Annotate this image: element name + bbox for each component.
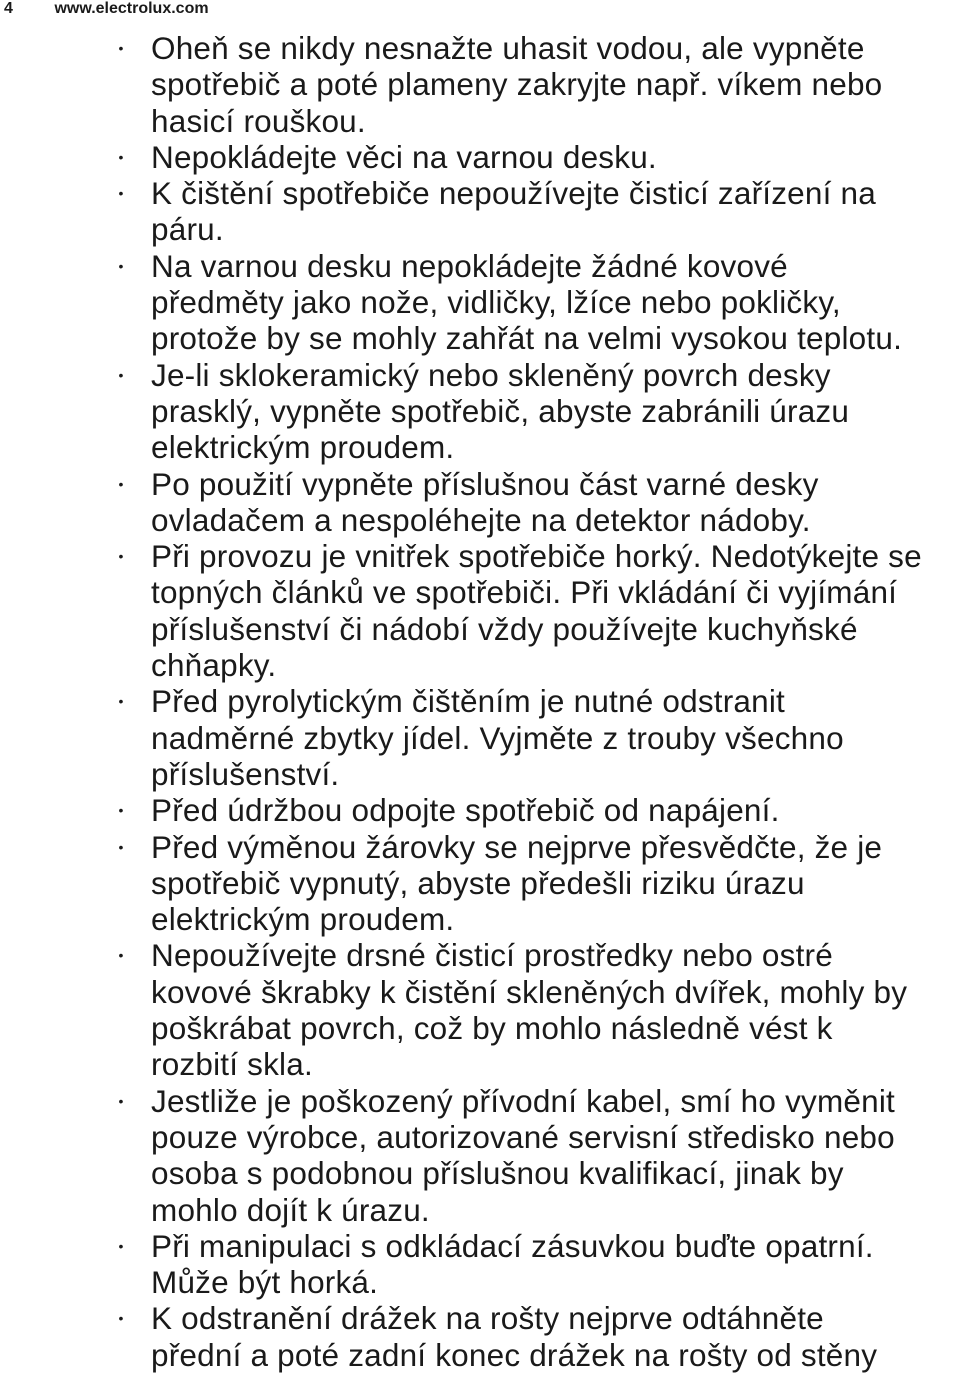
- bullet-icon: •: [118, 1237, 124, 1254]
- item-line: osoba s podobnou příslušnou kvalifikací, jinak by: [151, 1155, 844, 1192]
- list-item: [0, 357, 960, 466]
- bullet-icon: •: [118, 366, 124, 383]
- bullet-icon: •: [118, 802, 124, 819]
- item-line: nadměrné zbytky jídel. Vyjměte z trouby všechno: [151, 719, 844, 756]
- item-line: elektrickým proudem.: [151, 429, 455, 466]
- list-item: [0, 538, 960, 683]
- item-line: elektrickým proudem.: [151, 901, 455, 938]
- item-line: mohlo dojít k úrazu.: [151, 1191, 430, 1228]
- list-item: [0, 792, 960, 828]
- item-line: předměty jako nože, vidličky, lžíce nebo pokličky,: [151, 284, 841, 321]
- item-line: Je-li sklokeramický nebo skleněný povrch desky: [151, 356, 831, 393]
- item-line: Oheň se nikdy nesnažte uhasit vodou, ale vypněte: [151, 30, 865, 66]
- item-line: poškrábat povrch, což by mohlo následně vést k: [151, 1010, 833, 1047]
- page-header: [4, 0, 209, 20]
- item-line: Po použití vypněte příslušnou část varné desky: [151, 465, 819, 502]
- bullet-icon: •: [118, 1310, 124, 1327]
- safety-instructions-list: [0, 30, 960, 1373]
- item-line: Může být horká.: [151, 1264, 379, 1301]
- item-line: topných článků ve spotřebiči. Při vkládání či vyjímání: [151, 574, 898, 611]
- bullet-icon: •: [118, 1092, 124, 1109]
- bullet-icon: •: [118, 838, 124, 855]
- bullet-icon: •: [118, 185, 124, 202]
- item-line: chňapky.: [151, 647, 277, 684]
- item-line: pouze výrobce, autorizované servisní středisko nebo: [151, 1118, 895, 1155]
- item-line: Před výměnou žárovky se nejprve přesvědčte, že je: [151, 828, 883, 865]
- item-line: spotřebič a poté plameny zakryjte např. víkem nebo: [151, 66, 883, 103]
- item-line: K čištění spotřebiče nepoužívejte čisticí zařízení na: [151, 175, 876, 212]
- list-item: [0, 937, 960, 1082]
- list-item: [0, 139, 960, 175]
- item-line: kovové škrabky k čistění skleněných dvířek, mohly by: [151, 973, 908, 1010]
- item-line: příslušenství.: [151, 755, 340, 792]
- page-number: 4: [4, 0, 13, 17]
- bullet-icon: •: [118, 947, 124, 964]
- bullet-icon: •: [118, 40, 124, 56]
- item-line: hasicí rouškou.: [151, 102, 366, 139]
- list-item: [0, 466, 960, 539]
- site-url: www.electrolux.com: [54, 0, 209, 17]
- item-line: Nepoužívejte drsné čisticí prostředky nebo ostré: [151, 937, 833, 974]
- bullet-icon: •: [118, 257, 124, 274]
- item-line: Na varnou desku nepokládejte žádné kovové: [151, 247, 788, 284]
- item-line: Nepokládejte věci na varnou desku.: [151, 138, 657, 175]
- item-line: Před údržbou odpojte spotřebič od napájení.: [151, 792, 780, 829]
- item-line: protože by se mohly zahřát na velmi vysokou teplotu.: [151, 320, 903, 357]
- bullet-icon: •: [118, 148, 124, 165]
- item-line: spotřebič vypnutý, abyste předešli riziku úrazu: [151, 864, 805, 901]
- item-line: prasklý, vypněte spotřebič, abyste zabránili úrazu: [151, 392, 850, 429]
- list-item: [0, 248, 960, 357]
- item-line: přední a poté zadní konec drážek na rošty od stěny: [151, 1336, 878, 1373]
- list-item: [0, 175, 960, 248]
- list-item: [0, 1083, 960, 1228]
- item-line: páru.: [151, 211, 224, 248]
- item-line: Před pyrolytickým čištěním je nutné odstranit: [151, 683, 786, 720]
- item-line: Jestliže je poškozený přívodní kabel, smí ho vyměnit: [151, 1082, 895, 1119]
- list-item: [0, 829, 960, 938]
- item-line: příslušenství či nádobí vždy používejte kuchyňské: [151, 610, 858, 647]
- bullet-icon: •: [118, 693, 124, 710]
- bullet-icon: •: [118, 475, 124, 492]
- list-item: [0, 1300, 960, 1373]
- bullet-icon: •: [118, 548, 124, 565]
- item-line: Při provozu je vnitřek spotřebiče horký. Nedotýkejte se: [151, 538, 922, 575]
- list-item: [0, 683, 960, 792]
- item-line: K odstranění drážek na rošty nejprve odtáhněte: [151, 1300, 824, 1337]
- item-line: Při manipulaci s odkládací zásuvkou buďte opatrní.: [151, 1227, 874, 1264]
- item-line: rozbití skla.: [151, 1046, 313, 1083]
- item-line: ovladačem a nespoléhejte na detektor nádoby.: [151, 501, 811, 538]
- list-item: [0, 30, 960, 139]
- list-item: [0, 1228, 960, 1301]
